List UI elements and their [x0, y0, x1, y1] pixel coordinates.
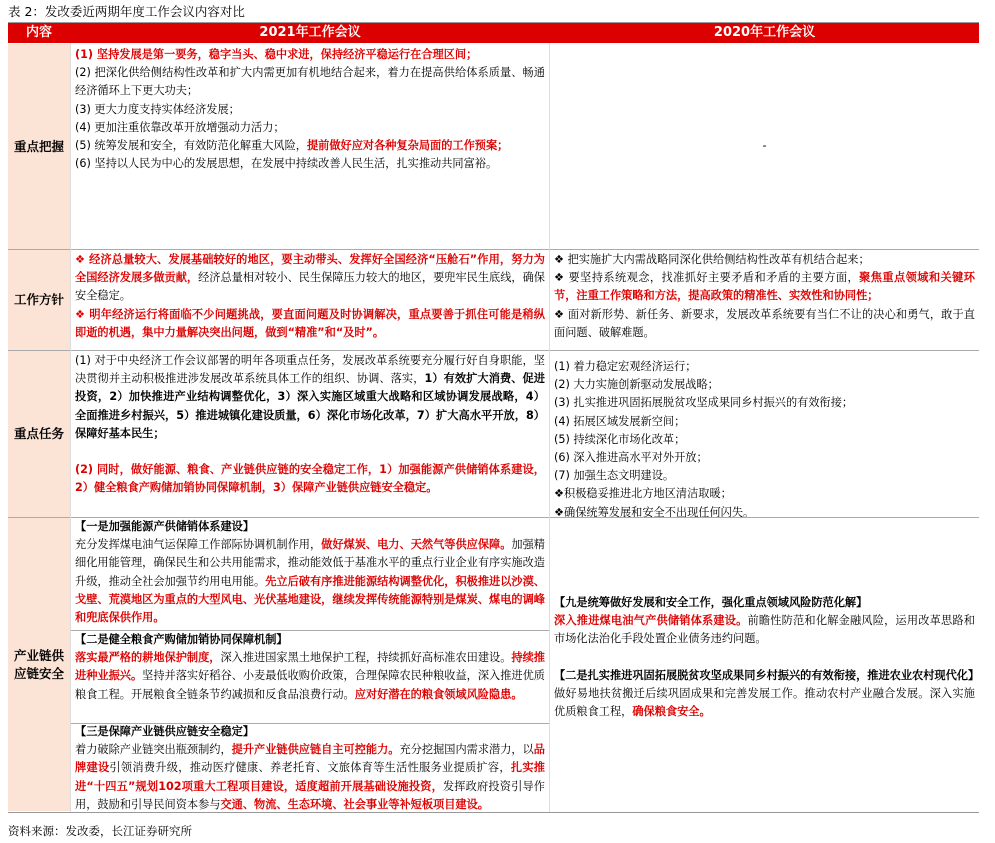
chain-2021-energy-cell: [71, 518, 549, 630]
chain-2020-cell: [550, 594, 979, 809]
tasks-2020-item-3: (3) 扎实推进巩固拓展脱贫攻坚成果同乡村振兴的有效衔接；: [554, 396, 854, 410]
grasp-2020-cell: [550, 44, 979, 249]
grasp-item-5: [75, 137, 545, 155]
policy-2020-item-2: [554, 269, 975, 305]
grasp-item-2: (2) 把深化供给侧结构性改革和扩大内需更加有机地结合起来，着力在提高供给体系质量、畅通经济循环上下更大功夫；: [75, 66, 545, 98]
tasks-2020-item-1: (1) 着力稳定宏观经济运行；: [554, 360, 697, 373]
chain-supply-highlight-4: 交通、物流、生态环境、社会事业等补短板项目建设。: [220, 797, 489, 811]
header-content: 内容: [25, 25, 52, 40]
row-label-chain: 产业链供应链安全: [8, 518, 70, 811]
chain-2020-highlight-1: 深入推进煤电油气产供储销体系建设。: [554, 614, 748, 628]
chain-supply-highlight-2: 品牌建设: [75, 743, 545, 775]
grasp-2020-dash: -: [762, 139, 767, 153]
grasp-2021-cell: [71, 46, 549, 248]
comparison-table: [8, 22, 979, 813]
chain-2020-title-2: 【二是扎实推进巩固拓展脱贫攻坚成果同乡村振兴的有效衔接，推进农业农村现代化】: [554, 668, 979, 682]
chain-grain-highlight-3: 应对好潜在的粮食领域风险隐患。: [354, 687, 523, 701]
chain-2020-body-1: [554, 612, 975, 648]
chain-supply-text-1: 着力破除产业链突出瓶颈制约，: [75, 743, 232, 757]
header-2020: 2020年工作会议: [713, 25, 816, 40]
grasp-item-1: (1) 坚持发展是第一要务，稳字当头、稳中求进，保持经济平稳运行在合理区间；: [75, 48, 478, 61]
policy-item-1: [75, 251, 545, 306]
grasp-item-4: (4) 更加注重依靠改革开放增强动力活力；: [75, 120, 285, 134]
tasks-item-1: [75, 352, 545, 443]
column-divider: [549, 43, 550, 812]
tasks-2020-item-7: (7) 加强生态文明建设。: [554, 469, 675, 483]
row-label-policy: 工作方针: [8, 250, 70, 350]
chain-energy-highlight-2: 先立后破有序推进能源结构调整优化，积极推进以沙漠、戈壁、荒漠地区为重点的大型风电、光伏基地建设，继续发挥传统能源特别是煤炭、煤电的调峰和兜底保供作用。: [75, 574, 545, 625]
header-2021: 2021年工作会议: [259, 25, 361, 40]
tasks-item-1-text: (1) 对于中央经济工作会议部署的明年各项重点任务，发展改革系统要充分履行好自身职能，坚决贯彻并主动积极推进涉发展改革系统具体工作的组织、协调、落实，: [75, 354, 545, 386]
chain-supply-highlight-3: 扎实推进“十四五”规划102项重大工程项目建设，适度超前开展基础设施投资，: [75, 761, 545, 793]
row-divider: [8, 350, 979, 351]
policy-2020-item-2-highlight: 聚焦重点领域和关键环节，注重工作策略和方法，提高政策的精准性、实效性和协同性；: [554, 271, 975, 303]
tasks-2020-item-6: (6) 深入推进高水平对外开放；: [554, 451, 708, 465]
source-note: 资料来源：发改委，长江证券研究所: [8, 824, 192, 838]
policy-2020-item-3: ❖ 面对新形势、新任务、新要求，发展改革系统要有当仁不让的决心和勇气，敢于直面问题、破解难题。: [554, 307, 975, 339]
tasks-2020-item-8: ❖积极稳妥推进北方地区清洁取暖；: [554, 487, 732, 501]
chain-supply-text-4: 发挥政府投资引导作用，鼓励和引导民间资本参与: [75, 779, 545, 811]
chain-2021-supply-cell: [71, 723, 549, 812]
tasks-2021-cell: [71, 352, 549, 517]
policy-item-2: ❖ 明年经济运行将面临不少问题挑战，要直面问题及时协调解决，重点要善于抓住可能是稍纵即逝的机遇，集中力量解决突出问题，做到“精准”和“及时”。: [75, 307, 545, 339]
chain-supply-body: [75, 741, 545, 812]
policy-item-1-text: 经济总量相对较小、民生保障压力较大的地区，要兜牢民生底线，确保安全稳定。: [75, 271, 545, 303]
chain-energy-text-2: 加强精细化用能管理，确保民生和公共用能需求，推动能效低于基准水平的重点行业企业有序实施改造升级，推动全社会加强节约用电用能。: [75, 538, 545, 588]
chain-grain-text-2: 坚持并落实好稻谷、小麦最低收购价政策，合理保障农民种粮收益，深入推进优质粮食工程。开展粮食全链条节约减损和反食品浪费行动。: [75, 669, 545, 701]
policy-2020-cell: [550, 232, 979, 350]
policy-2021-cell: [71, 232, 549, 350]
chain-supply-text-2: 充分挖掘国内需求潜力，以: [399, 743, 534, 757]
chain-energy-body: [75, 536, 545, 627]
grasp-item-3: (3) 更大力度支持实体经济发展；: [75, 102, 240, 116]
chain-2020-body-2: [554, 685, 975, 721]
tasks-item-2: (2) 同时，做好能源、粮食、产业链供应链的安全稳定工作，1）加强能源产供储销体系建设，2）健全粮食产购储加销协同保障机制，3）保障产业链供应链安全稳定。: [75, 463, 545, 495]
chain-grain-text-1: 深入推进国家黑土地保护工程，持续抓好高标准农田建设。: [220, 651, 512, 665]
chain-energy-highlight-1: 做好煤炭、电力、天然气等供应保障。: [321, 538, 512, 552]
grasp-item-6: (6) 坚持以人民为中心的发展思想，在发展中持续改善人民生活，扎实推动共同富裕。: [75, 157, 498, 171]
tasks-2020-cell: [550, 352, 979, 517]
tasks-2020-item-9: ❖确保统筹发展和安全不出现任何闪失。: [554, 505, 755, 517]
chain-grain-highlight-1: 落实最严格的耕地保护制度，: [75, 651, 221, 665]
tasks-2020-item-2: (2) 大力实施创新驱动发展战略；: [554, 378, 719, 392]
chain-supply-text-3: 引领消费升级，推动医疗健康、养老托育、文旅体育等生活性服务业提质扩容，: [109, 761, 511, 775]
tasks-2020-item-4: (4) 拓展区域发展新空间；: [554, 414, 686, 428]
policy-2020-item-2-text: ❖ 要坚持系统观念，找准抓好主要矛盾和矛盾的主要方面，: [554, 271, 860, 285]
row-label-tasks: 重点任务: [8, 351, 70, 517]
chain-grain-highlight-2: 持续推进种业振兴。: [75, 651, 545, 683]
row-label-grasp: 重点把握: [8, 44, 70, 249]
grasp-item-5-highlight: 提前做好应对各种复杂局面的工作预案；: [306, 139, 509, 153]
chain-grain-title: 【二是健全粮食产购储加销协同保障机制】: [75, 633, 288, 646]
chain-grain-body: [75, 649, 545, 704]
chain-2020-highlight-2: 确保粮食安全。: [632, 705, 711, 719]
policy-item-1-highlight: ❖ 经济总量较大、发展基础较好的地区，要主动带头、发挥好全国经济“压舱石”作用，努力为全国经济发展多做贡献，: [75, 253, 545, 285]
tasks-2020-item-5: (5) 持续深化市场化改革；: [554, 432, 686, 446]
grasp-item-5-text: (5) 统筹发展和安全，有效防范化解重大风险，: [75, 139, 307, 153]
policy-2020-item-1: ❖ 把实施扩大内需战略同深化供给侧结构性改革有机结合起来；: [554, 253, 870, 266]
chain-energy-title: 【一是加强能源产供储销体系建设】: [75, 520, 255, 533]
chain-2020-text-2: 做好易地扶贫搬迁后续巩固成果和完善发展工作。推动农村产业融合发展。深入实施优质粮食工程，: [554, 686, 975, 719]
chain-supply-highlight-1: 提升产业链供应链自主可控能力。: [231, 743, 400, 757]
chain-2020-text-1: 前瞻性防范和化解金融风险，运用改革思路和市场化法治化手段处置企业债务违约问题。: [554, 614, 975, 646]
column-divider: [70, 43, 71, 812]
table-caption: 表 2：发改委近两期年度工作会议内容对比: [8, 4, 245, 19]
table-header: [8, 23, 979, 43]
chain-2020-title-1: 【九是统筹做好发展和安全工作，强化重点领域风险防范化解】: [554, 596, 868, 609]
chain-supply-title: 【三是保障产业链供应链安全稳定】: [75, 725, 255, 738]
tasks-item-1-highlight: 1）有效扩大消费、促进投资，2）加快推进产业结构调整优化，3）深入实施区域重大战略和区域协调发展战略，4）全面推进乡村振兴，5）推进城镇化建设质量，6）深化市场化改革，7）扩大高水平开放，8）保障好基本民生；: [75, 372, 545, 440]
chain-energy-text-1: 充分发挥煤电油气运保障工作部际协调机制作用，: [75, 538, 322, 552]
chain-2021-grain-cell: [71, 631, 549, 723]
